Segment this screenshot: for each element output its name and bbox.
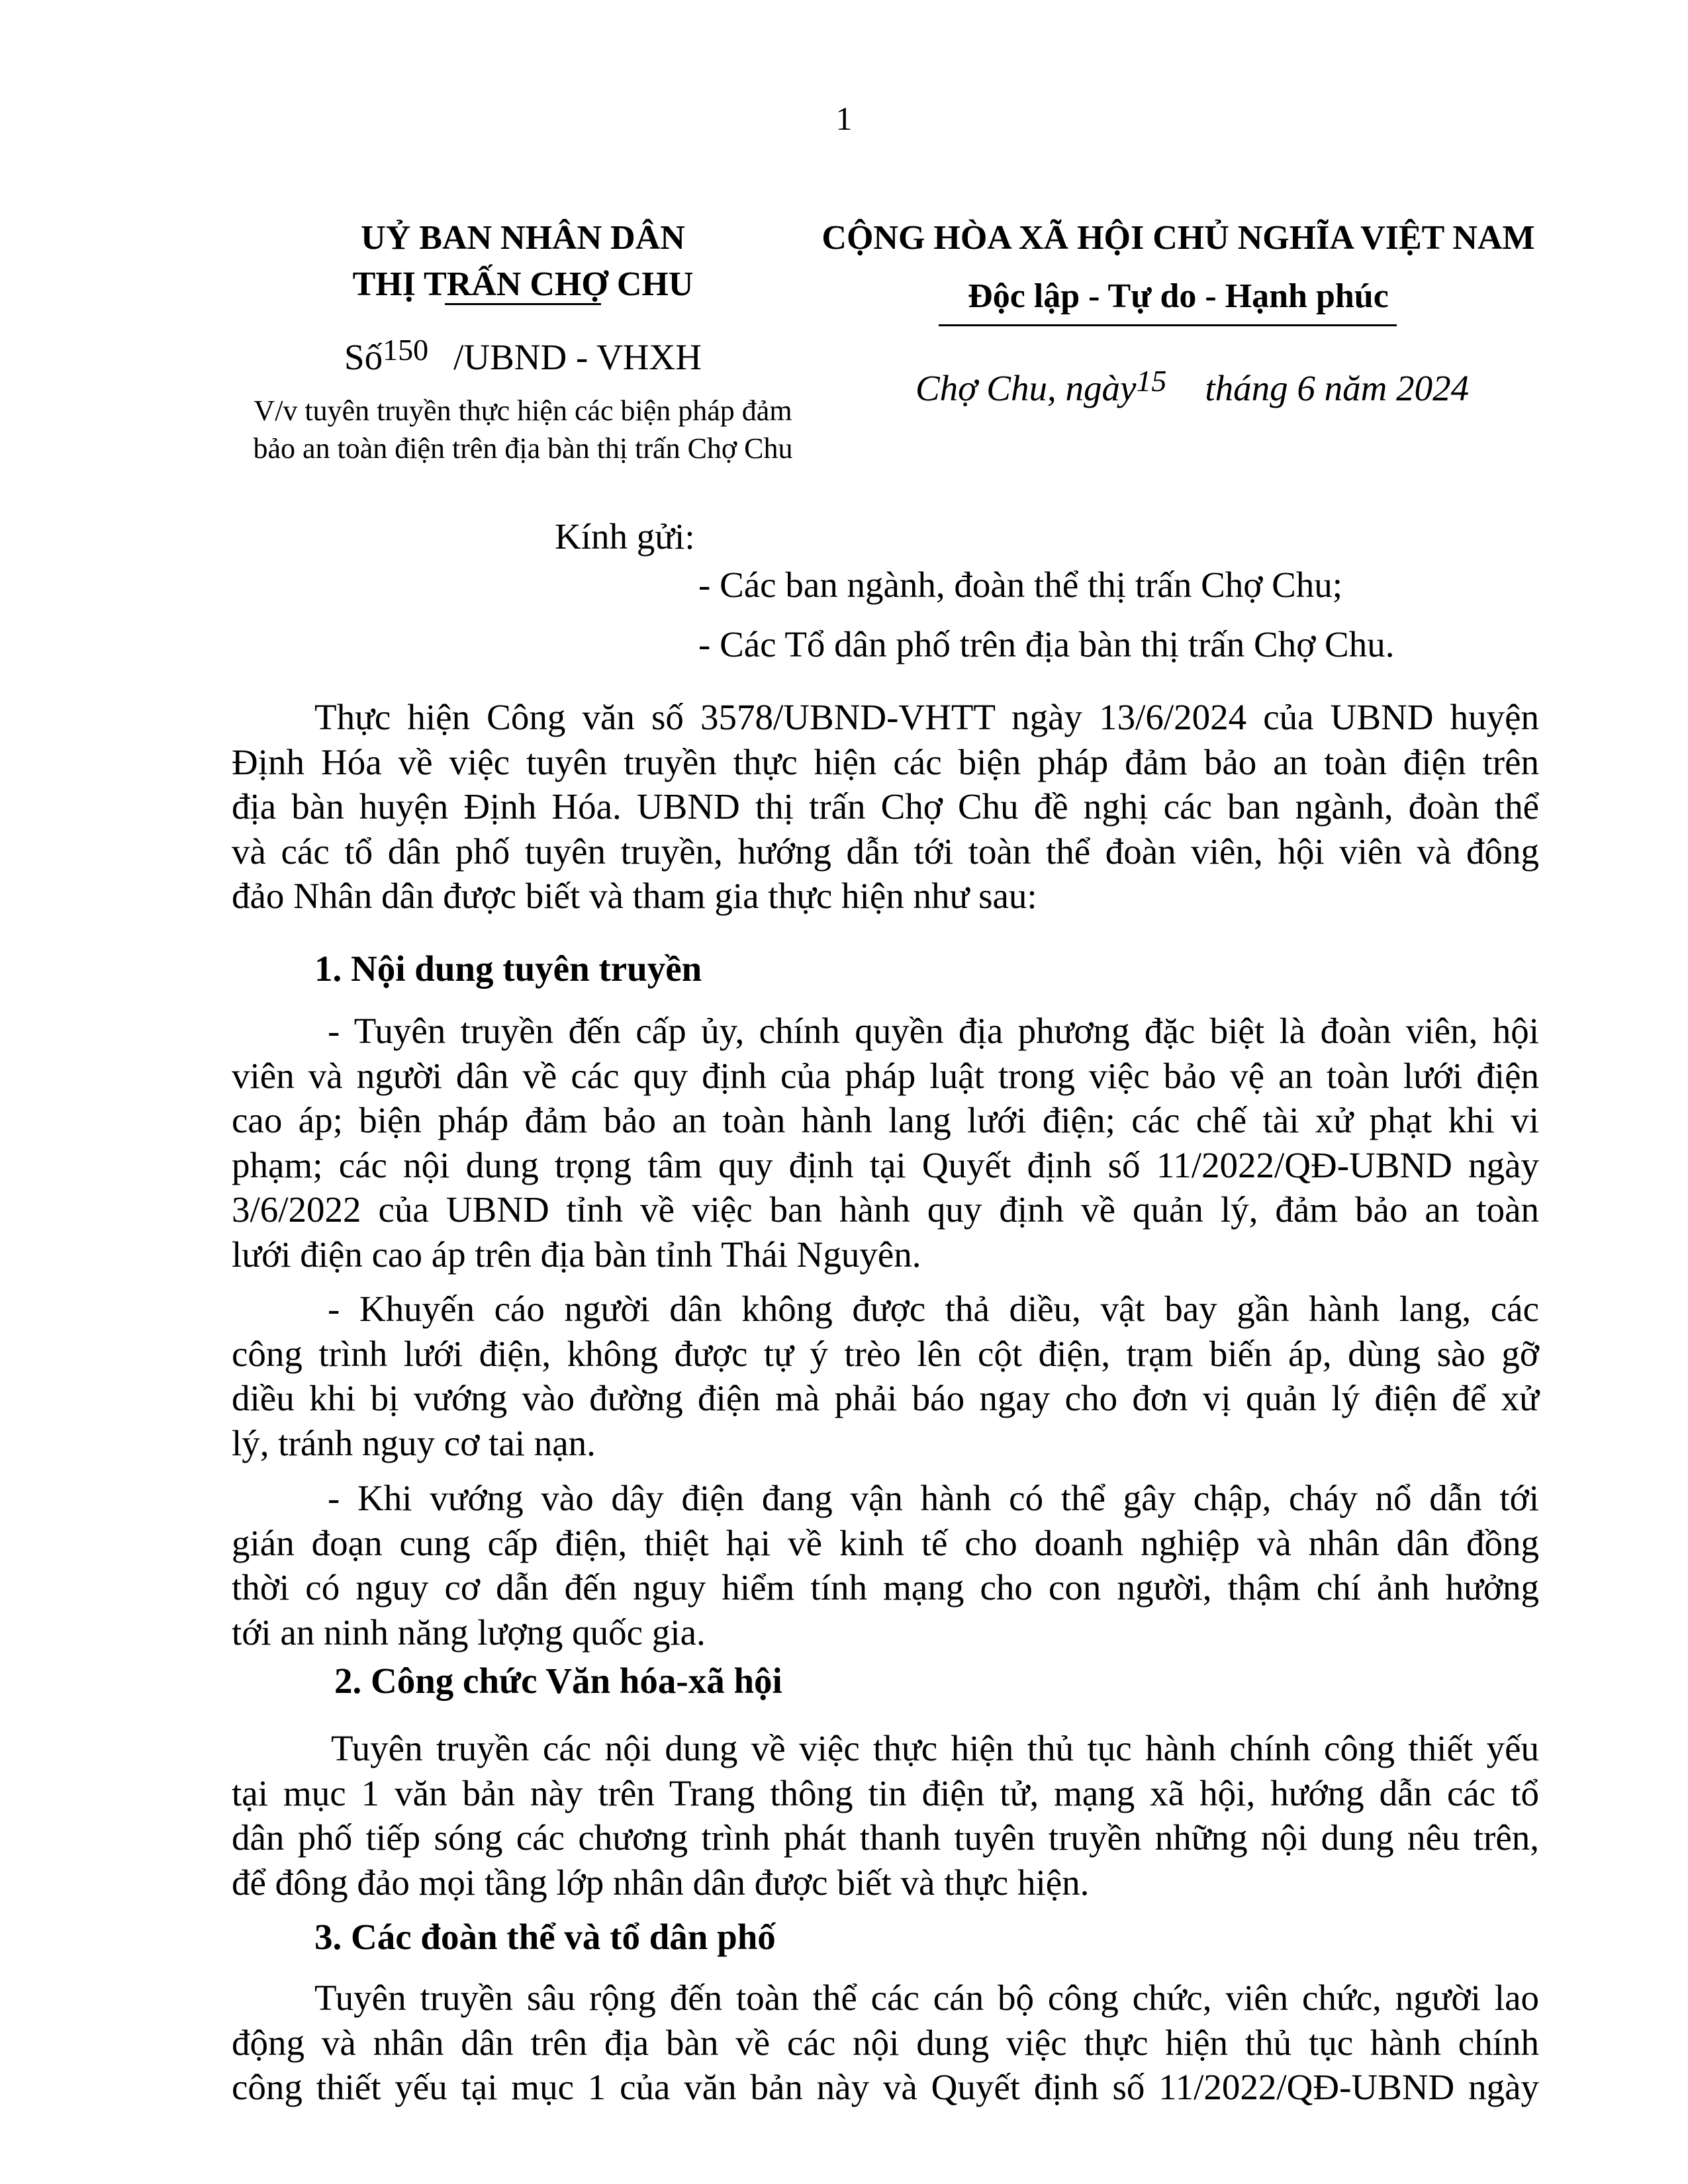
subject-line-1: V/v tuyên truyền thực hiện các biện pháp đảm [254, 394, 792, 427]
section-1-paragraph-2: - Khuyến cáo người dân không được thả diều, vật bay gần hành lang, các công trình lưới điện, không được tự ý trèo lên cột điện, trạm biến áp, dùng sào gỡ diều khi bị vướng vào đường điện mà phải báo ngay cho đơn vị quản lý điện để xử lý, tránh nguy cơ tai nạn. [232, 1289, 1539, 1463]
section-2-paragraph: Tuyên truyền các nội dung về việc thực hiện thủ tục hành chính công thiết yếu tại mục 1 văn bản này trên Trang thông tin điện tử, mạng xã hội, hướng dẫn các tổ dân phố tiếp sóng các chương trình phát thanh tuyên truyền những nội dung nêu trên, để đông đảo mọi tầng lớp nhân dân được biết và thực hiện. [232, 1728, 1539, 1903]
section-3-paragraph: Tuyên truyền sâu rộng đến toàn thể các cán bộ công chức, viên chức, người lao động và nhân dân trên địa bàn về các nội dung việc thực hiện thủ tục hành chính công thiết yếu tại mục 1 của văn bản này và Quyết định số 11/2022/QĐ-UBND ngày [232, 1978, 1539, 2107]
handwritten-number: 150 [383, 333, 429, 367]
national-title: CỘNG HÒA XÃ HỘI CHỦ NGHĨA VIỆT NAM [821, 219, 1535, 257]
section-1-paragraph-3: - Khi vướng vào dây điện đang vận hành có thể gây chập, cháy nổ dẫn tới gián đoạn cung cấp điện, thiệt hại về kinh tế cho doanh nghiệp và nhân dân đồng thời có nguy cơ dẫn đến nguy hiểm tính mạng cho con người, thậm chí ảnh hưởng tới an ninh năng lượng quốc gia. [232, 1478, 1539, 1653]
section-1-heading: 1. Nội dung tuyên truyền [314, 948, 702, 989]
agency-underline [445, 303, 601, 305]
agency-name: UỶ BAN NHÂN DÂN [361, 219, 685, 257]
recipient-2: - Các Tổ dân phố trên địa bàn thị trấn Chợ Chu. [698, 624, 1395, 664]
subject-line-2: bảo an toàn điện trên địa bàn thị trấn Chợ Chu [253, 432, 793, 465]
section-1-paragraph-1: - Tuyên truyền đến cấp ủy, chính quyền địa phương đặc biệt là đoàn viên, hội viên và người dân về các quy định của pháp luật trong việc bảo vệ an toàn lưới điện cao áp; biện pháp đảm bảo an toàn hành lang lưới điện; các chế tài xử phạt khi vi phạm; các nội dung trọng tâm quy định tại Quyết định số 11/2022/QĐ-UBND ngày 3/6/2022 của UBND tỉnh về việc ban hành quy định về quản lý, đảm bảo an toàn lưới điện cao áp trên địa bàn tỉnh Thái Nguyên. [232, 1011, 1539, 1275]
motto-underline [939, 324, 1397, 326]
document-date: Chợ Chu, ngày$^{15}$ tháng 6 năm 2024 [915, 364, 1470, 408]
document-number: Số$^{150}$ /UBND - VHXH [344, 333, 702, 377]
page-number: 1 [835, 100, 853, 137]
intro-paragraph: Thực hiện Công văn số 3578/UBND-VHTT ngày 13/6/2024 của UBND huyện Định Hóa về việc tuyên truyền thực hiện các biện pháp đảm bảo an toàn điện trên địa bàn huyện Định Hóa. UBND thị trấn Chợ Chu đề nghị các ban ngành, đoàn thể và các tổ dân phố tuyên truyền, hướng dẫn tới toàn thể đoàn viên, hội viên và đông đảo Nhân dân được biết và tham gia thực hiện như sau: [232, 697, 1539, 916]
national-motto: Độc lập - Tự do - Hạnh phúc [968, 277, 1389, 315]
recipients-label: Kính gửi: [555, 516, 695, 557]
section-2-heading: 2. Công chức Văn hóa-xã hội [334, 1661, 782, 1701]
agency-unit: THỊ TRẤN CHỢ CHU [352, 265, 694, 303]
recipient-1: - Các ban ngành, đoàn thể thị trấn Chợ Chu; [698, 565, 1343, 605]
handwritten-day: 15 [1136, 364, 1167, 398]
section-3-heading: 3. Các đoàn thể và tổ dân phố [314, 1917, 776, 1957]
